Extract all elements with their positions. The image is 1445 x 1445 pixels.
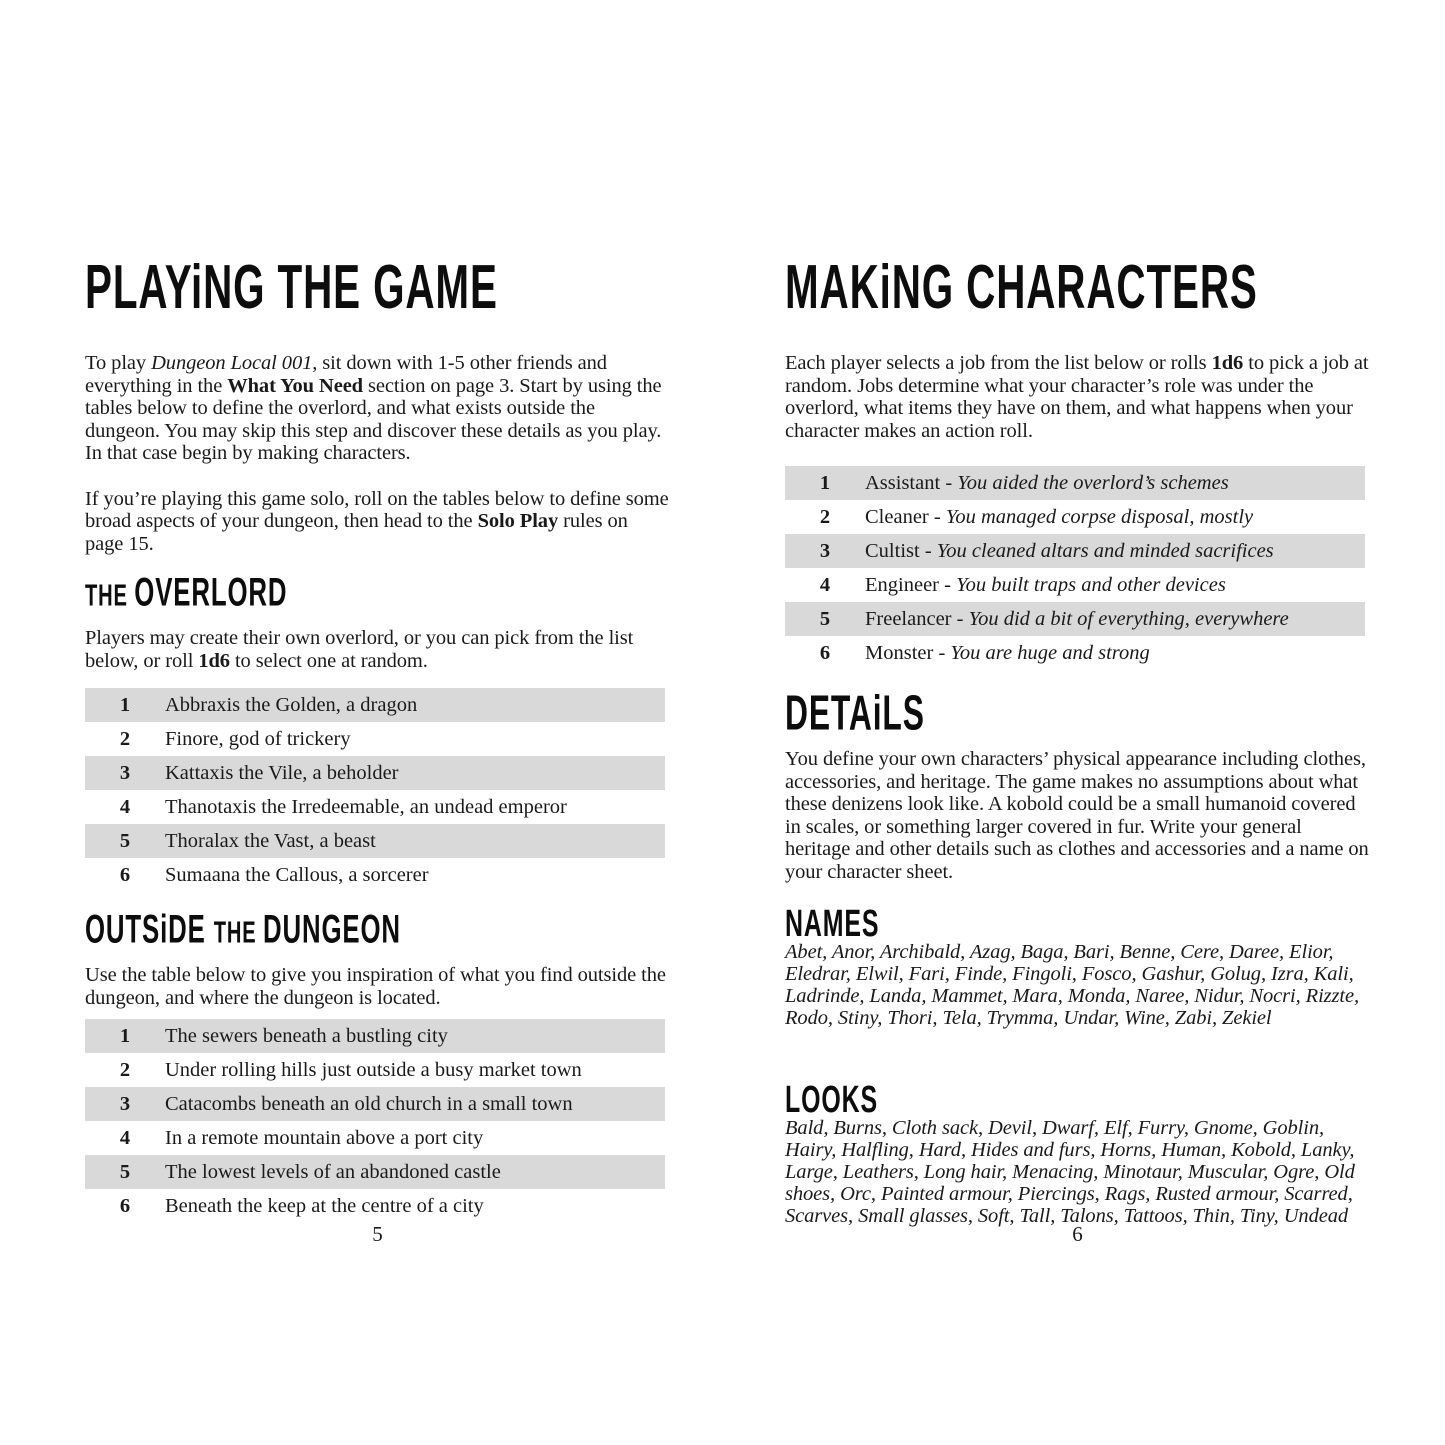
solo-play-paragraph: If you’re playing this game solo, roll on the tables below to define some broad aspects of your dungeon, then head to the Solo Play rules on page 15. <box>85 487 669 555</box>
row-text <box>865 472 1365 495</box>
row-number: 1 <box>119 1024 131 1047</box>
job-name: Monster <box>865 641 934 664</box>
row-number: 1 <box>819 471 831 494</box>
row-number: 3 <box>819 539 831 562</box>
job-separator: - <box>939 573 957 596</box>
row-number: 3 <box>119 1092 131 1115</box>
job-name: Freelancer <box>865 607 952 630</box>
table-row <box>785 534 1365 568</box>
job-separator: - <box>919 539 937 562</box>
table-row <box>85 756 665 790</box>
section-heading-the-overlord: THE OVERLORD <box>85 571 288 615</box>
intro-paragraph: To play Dungeon Local 001, sit down with 1-5 other friends and everything in the What You Need section on page 3. Start by using the tables below to define the overlord, and what exists outside the dungeon. You may skip this step and discover these details as you play. In that case begin by making characters. <box>85 352 662 464</box>
row-text: The lowest levels of an abandoned castle <box>165 1160 501 1183</box>
table-row <box>85 1121 665 1155</box>
section-heading-details: DETAiLS <box>785 686 925 741</box>
table-row <box>785 568 1365 602</box>
row-text: In a remote mountain above a port city <box>165 1126 484 1149</box>
row-number: 3 <box>119 761 131 784</box>
row-text <box>865 642 1365 665</box>
row-number: 5 <box>119 1160 131 1183</box>
row-number: 5 <box>119 829 131 852</box>
outside-intro-paragraph: Use the table below to give you inspiration of what you find outside the dungeon, and where the dungeon is located. <box>85 964 666 1009</box>
overlord-table <box>85 688 665 892</box>
table-row <box>785 500 1365 534</box>
row-text: Abbraxis the Golden, a dragon <box>165 693 418 716</box>
row-text: Kattaxis the Vile, a beholder <box>165 761 399 784</box>
section-heading-wrap <box>785 903 1370 946</box>
job-description: You aided the overlord’s schemes <box>957 471 1229 494</box>
page-left <box>85 250 670 1223</box>
page-right <box>785 250 1370 1227</box>
looks-list: Bald, Burns, Cloth sack, Devil, Dwarf, Elf, Furry, Gnome, Goblin, Hairy, Halfling, Hard, Hides and furs, Horns, Human, Kobold, Lanky, Large, Leathers, Long hair, Menacing, Minotaur, Muscular, Ogre, Old shoes, Orc, Painted armour, Piercings, Rags, Rusted armour, Scarred, Scarves, Small glasses, Soft, Tall, Talons, Tattoos, Thin, Tiny, Undead <box>785 1117 1355 1227</box>
table-row <box>85 1019 665 1053</box>
row-number: 2 <box>119 1058 131 1081</box>
table-row <box>85 1087 665 1121</box>
row-text: Catacombs beneath an old church in a small town <box>165 1092 573 1115</box>
row-text: Under rolling hills just outside a busy market town <box>165 1058 582 1081</box>
job-name: Assistant <box>865 471 941 494</box>
job-description: You did a bit of everything, everywhere <box>968 607 1289 630</box>
section-heading-wrap <box>85 571 670 627</box>
job-name: Cleaner <box>865 505 929 528</box>
page-title-wrap <box>785 250 1370 352</box>
job-name: Engineer <box>865 573 939 596</box>
table-row <box>85 858 665 892</box>
job-separator: - <box>928 505 946 528</box>
job-description: You managed corpse disposal, mostly <box>945 505 1254 528</box>
row-number: 6 <box>819 641 831 664</box>
row-text: Beneath the keep at the centre of a city <box>165 1194 484 1217</box>
row-text <box>865 574 1365 597</box>
outside-table <box>85 1019 665 1223</box>
table-row <box>85 1053 665 1087</box>
job-description: You built traps and other devices <box>956 573 1226 596</box>
section-heading-wrap <box>85 908 670 964</box>
table-row <box>785 602 1365 636</box>
table-row <box>85 824 665 858</box>
row-number: 4 <box>119 1126 131 1149</box>
overlord-intro-paragraph: Players may create their own overlord, or you can pick from the list below, or roll 1d6 to select one at random. <box>85 627 634 672</box>
page-title-playing-the-game: PLAYiNG THE GAME <box>85 251 498 322</box>
jobs-table <box>785 466 1365 670</box>
row-text: Thanotaxis the Irredeemable, an undead emperor <box>165 795 567 818</box>
job-name: Cultist <box>865 539 920 562</box>
table-row <box>785 636 1365 670</box>
row-text <box>865 506 1365 529</box>
row-number: 6 <box>119 1194 131 1217</box>
row-number: 1 <box>119 693 131 716</box>
row-text: Sumaana the Callous, a sorcerer <box>165 863 429 886</box>
job-description: You cleaned altars and minded sacrifices <box>936 539 1274 562</box>
job-separator: - <box>951 607 969 630</box>
section-heading-wrap <box>785 1079 1370 1122</box>
names-list: Abet, Anor, Archibald, Azag, Baga, Bari, Benne, Cere, Daree, Elior, Eledrar, Elwil, Fari, Finde, Fingoli, Fosco, Gashur, Golug, Izra, Kali, Ladrinde, Landa, Mammet, Mara, Monda, Naree, Nidur, Nocri, Rizzte, Rodo, Stiny, Thori, Tela, Trymma, Undar, Wine, Zabi, Zekiel <box>785 941 1360 1029</box>
job-separator: - <box>933 641 951 664</box>
row-text: The sewers beneath a bustling city <box>165 1024 448 1047</box>
section-heading-outside-the-dungeon: OUTSiDE THE DUNGEON <box>85 908 401 952</box>
table-row <box>85 790 665 824</box>
job-separator: - <box>940 471 958 494</box>
table-row <box>785 466 1365 500</box>
row-number: 2 <box>119 727 131 750</box>
row-number: 4 <box>819 573 831 596</box>
section-heading-names: NAMES <box>785 903 880 946</box>
table-row <box>85 1189 665 1223</box>
row-number: 6 <box>119 863 131 886</box>
page-number-left: 5 <box>372 1222 383 1246</box>
table-row <box>85 688 665 722</box>
row-number: 5 <box>819 607 831 630</box>
page-title-making-characters: MAKiNG CHARACTERS <box>785 251 1258 322</box>
page-title-wrap <box>85 250 670 352</box>
row-number: 2 <box>819 505 831 528</box>
page-number-right: 6 <box>1072 1222 1083 1246</box>
row-text: Thoralax the Vast, a beast <box>165 829 376 852</box>
row-text <box>865 608 1365 631</box>
table-row <box>85 722 665 756</box>
row-text: Finore, god of trickery <box>165 727 351 750</box>
jobs-intro-paragraph: Each player selects a job from the list below or rolls 1d6 to pick a job at random. Jobs determine what your character’s role was under the overlord, what items they have on them, and what happens when your character makes an action roll. <box>785 352 1369 442</box>
table-row <box>85 1155 665 1189</box>
row-number: 4 <box>119 795 131 818</box>
details-paragraph: You define your own characters’ physical appearance including clothes, accessories, and heritage. The game makes no assumptions about what these denizens look like. A kobold could be a small humanoid covered in scales, or something larger covered in fur. Write your general heritage and other details such as clothes and accessories and a name on your character sheet. <box>785 748 1369 883</box>
row-text <box>865 540 1365 563</box>
section-heading-looks: LOOKS <box>785 1079 878 1122</box>
section-heading-wrap <box>785 686 1370 748</box>
job-description: You are huge and strong <box>950 641 1150 664</box>
